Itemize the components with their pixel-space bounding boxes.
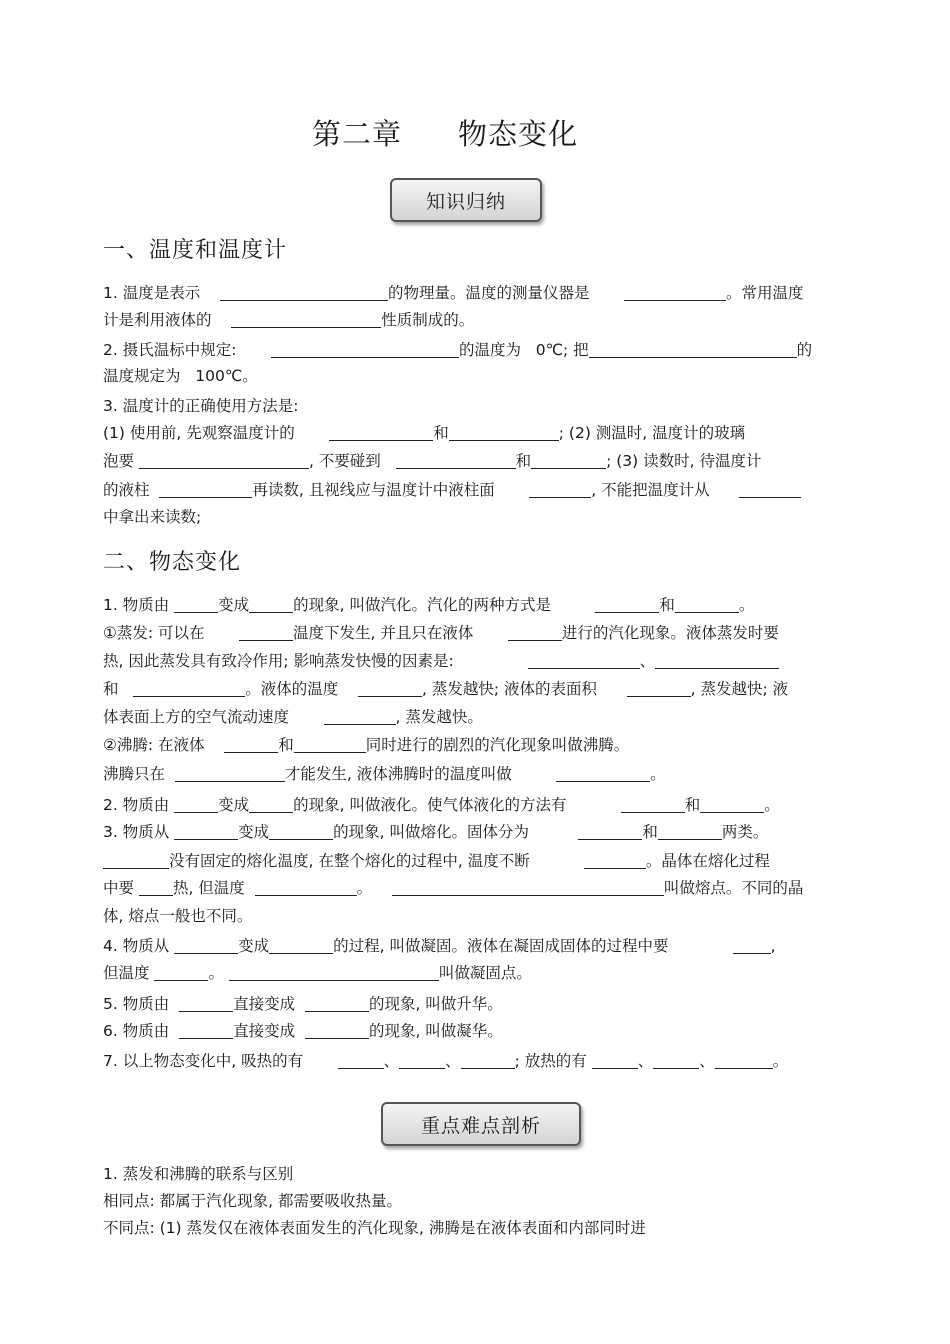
text-line: 温度规定为 100℃。 — [103, 367, 258, 385]
text-line: 泡要 , 不要碰到 和 ; (3) 读数时, 待温度计 — [103, 452, 762, 470]
text-line: 6. 物质由 直接变成 的现象, 叫做凝华。 — [103, 1022, 503, 1040]
text-line: ①蒸发: 可以在 温度下发生, 并且只在液体 进行的汽化现象。液体蒸发时要 — [103, 624, 779, 642]
text-line: 相同点: 都属于汽化现象, 都需要吸收热量。 — [103, 1192, 403, 1210]
text-line: 5. 物质由 直接变成 的现象, 叫做升华。 — [103, 995, 503, 1013]
section-heading-temperature: 一、温度和温度计 — [103, 238, 288, 263]
text-line: 的液柱 再读数, 且视线应与温度计中液柱面 , 不能把温度计从 — [103, 480, 848, 500]
text-line: 体, 熔点一般也不同。 — [103, 907, 253, 925]
text-line: 体表面上方的空气流动速度 , 蒸发越快。 — [103, 708, 483, 726]
text-line: 没有固定的熔化温度, 在整个熔化的过程中, 温度不断 。晶体在熔化过程 — [103, 851, 848, 871]
chapter-title — [0, 112, 890, 153]
text-line: 4. 物质从 变成 的过程, 叫做凝固。液体在凝固成固体的过程中要 , — [103, 937, 776, 955]
text-line: 不同点: (1) 蒸发仅在液体表面发生的汽化现象, 沸腾是在液体表面和内部同时进 — [103, 1219, 646, 1237]
section-heading-state-change: 二、物态变化 — [103, 550, 242, 575]
text-line: 但温度 。 叫做凝固点。 — [103, 964, 532, 982]
text-line: 1. 蒸发和沸腾的联系与区别 — [103, 1165, 294, 1183]
text-line: ②沸腾: 在液体 和 同时进行的剧烈的汽化现象叫做沸腾。 — [103, 736, 630, 754]
text-line: 沸腾只在 才能发生, 液体沸腾时的温度叫做 。 — [103, 765, 666, 783]
text-line: 3. 物质从 变成 的现象, 叫做熔化。固体分为 和 两类。 — [103, 823, 769, 841]
text-line: 中拿出来读数; — [103, 508, 202, 526]
text-line: 1. 温度是表示 的物理量。温度的测量仪器是 。常用温度 — [103, 284, 804, 302]
chapter-number: 第二章 — [311, 117, 402, 151]
text-line: 2. 物质由 变成 的现象, 叫做液化。使气体液化的方法有 和 。 — [103, 796, 780, 814]
text-line: 中要 热, 但温度 。 叫做熔点。不同的晶 — [103, 879, 804, 897]
knowledge-summary-label: 知识归纳 — [390, 178, 542, 222]
text-line: (1) 使用前, 先观察温度计的 和 ; (2) 测温时, 温度计的玻璃 — [103, 424, 746, 442]
text-line: 和 。液体的温度 , 蒸发越快; 液体的表面积 , 蒸发越快; 液 — [103, 680, 789, 698]
key-points-label: 重点难点剖析 — [381, 1102, 581, 1146]
text-line: 3. 温度计的正确使用方法是: — [103, 397, 299, 415]
text-line: 计是利用液体的 性质制成的。 — [103, 311, 475, 329]
text-line: 1. 物质由 变成 的现象, 叫做汽化。汽化的两种方式是 和 。 — [103, 596, 755, 614]
text-line: 7. 以上物态变化中, 吸热的有 、 、 ; 放热的有 、 、 。 — [103, 1052, 789, 1070]
text-line: 2. 摄氏温标中规定: 的温度为 0℃; 把 的 — [103, 341, 813, 359]
text-line: 热, 因此蒸发具有致冷作用; 影响蒸发快慢的因素是: 、 — [103, 651, 848, 671]
chapter-name: 物态变化 — [458, 117, 579, 151]
